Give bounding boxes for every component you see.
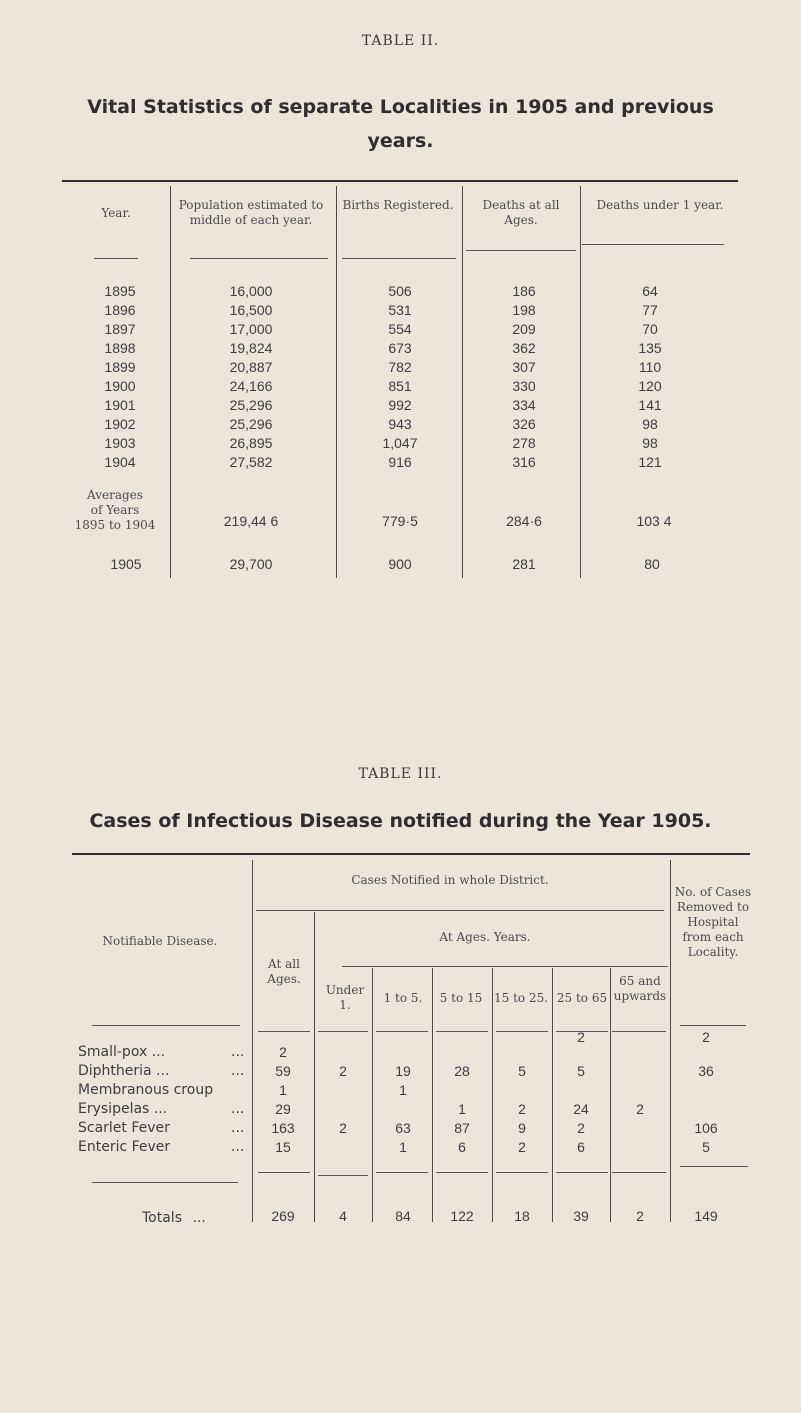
table2-cell-deaths-under: 70 (642, 321, 658, 337)
table3-cell-a5-15: 28 (454, 1063, 470, 1079)
table2-cell-births: 943 (388, 416, 412, 432)
rule (94, 258, 138, 259)
averages-births: 779·5 (382, 513, 418, 529)
table3-cell-all: 15 (275, 1139, 291, 1155)
table2-cell-births: 916 (388, 454, 412, 470)
table2-cell-year: 1900 (104, 378, 136, 394)
table2-cell-year: 1895 (104, 283, 136, 299)
table3-header-1to5: 1 to 5. (383, 991, 423, 1005)
table2-top-rule (62, 180, 738, 182)
rule (92, 1025, 240, 1026)
rule (318, 1031, 368, 1032)
table2-averages-label (56, 488, 174, 533)
current-births: 900 (388, 556, 412, 572)
table3-cell-a25-65: 2 (577, 1029, 585, 1045)
totals-removed: 149 (694, 1208, 718, 1224)
leader-dots: ... (231, 1139, 245, 1155)
table2-cell-population: 16,500 (229, 302, 273, 318)
table3-header-under1: Under 1. (325, 983, 365, 1012)
table3-cell-a25-65: 2 (577, 1120, 585, 1136)
rule (496, 1172, 548, 1173)
table2-cell-year: 1899 (104, 359, 136, 375)
table2-cell-deaths-all: 198 (512, 302, 536, 318)
table3-cell-a1-5: 1 (399, 1139, 407, 1155)
rule (376, 1172, 428, 1173)
disease-name: Membranous croup (78, 1082, 214, 1098)
current-year: 1905 (110, 556, 142, 572)
table2-cell-deaths-all: 307 (512, 359, 536, 375)
totals-25to65: 39 (573, 1208, 589, 1224)
table2-cell-year: 1902 (104, 416, 136, 432)
disease-label-cell (78, 1119, 254, 1138)
current-deaths-all: 281 (512, 556, 536, 572)
disease-name: Erysipelas ... (78, 1101, 168, 1117)
table3-cell-a1-5: 63 (395, 1120, 411, 1136)
totals-label: Totals (142, 1210, 182, 1226)
table2-cell-deaths-under: 77 (642, 302, 658, 318)
disease-label-cell (78, 1062, 254, 1081)
table3-cell-a15-25: 2 (518, 1139, 526, 1155)
table3-cell-all: 1 (279, 1082, 287, 1098)
table3-cell-a5-15: 6 (458, 1139, 466, 1155)
disease-name: Scarlet Fever (78, 1120, 170, 1136)
table2-header-population: Population estimated to middle of each year. (178, 198, 324, 227)
table2-cell-births: 554 (388, 321, 412, 337)
rule (556, 1172, 608, 1173)
rule (258, 1031, 310, 1032)
table2-cell-births: 851 (388, 378, 412, 394)
table2-cell-population: 19,824 (229, 340, 273, 356)
table2-cell-births: 1,047 (382, 435, 418, 451)
table2-cell-deaths-under: 121 (638, 454, 662, 470)
table2-cell-deaths-under: 120 (638, 378, 662, 394)
table2-cell-year: 1897 (104, 321, 136, 337)
disease-name: Enteric Fever (78, 1139, 171, 1155)
table2-cell-deaths-under: 64 (642, 283, 658, 299)
table2-cell-population: 27,582 (229, 454, 273, 470)
disease-name: Diphtheria ... (78, 1063, 170, 1079)
table2-cell-year: 1896 (104, 302, 136, 318)
table2-cell-population: 16,000 (229, 283, 273, 299)
totals-dots: ... (192, 1210, 206, 1226)
rule (436, 1172, 488, 1173)
table2-cell-deaths-under: 141 (638, 397, 662, 413)
table2-cell-deaths-all: 278 (512, 435, 536, 451)
table3-cell-a15-25: 9 (518, 1120, 526, 1136)
table3-top-rule (72, 853, 750, 855)
table3-title: Cases of Infectious Disease notified during the Year 1905. (89, 810, 712, 832)
table2-cell-births: 782 (388, 359, 412, 375)
table3-header-25to65: 25 to 65 (556, 991, 608, 1005)
table3-header-at-ages-years: At Ages. Years. (439, 930, 531, 944)
table2-cell-deaths-under: 135 (638, 340, 662, 356)
table3-cell-all: 59 (275, 1063, 291, 1079)
table3-cell-u1: 2 (339, 1120, 347, 1136)
table3-cell-removed: 5 (702, 1139, 710, 1155)
table2-cell-population: 17,000 (229, 321, 273, 337)
disease-label-cell (78, 1100, 254, 1119)
table2-cell-deaths-all: 362 (512, 340, 536, 356)
averages-deaths-all: 284·6 (506, 513, 542, 529)
table3-cell-all: 2 (279, 1044, 287, 1060)
rule (92, 1182, 238, 1183)
table2-cell-deaths-all: 330 (512, 378, 536, 394)
table2-cell-deaths-under: 98 (642, 435, 658, 451)
table2-vline-2 (336, 186, 337, 578)
table2-title-line2: years. (367, 130, 434, 152)
table2-cell-year: 1898 (104, 340, 136, 356)
totals-1to5: 84 (395, 1208, 411, 1224)
totals-all: 269 (271, 1208, 295, 1224)
table2-cell-year: 1903 (104, 435, 136, 451)
table2-header-deaths-under: Deaths under 1 year. (596, 198, 724, 212)
table3-cell-all: 29 (275, 1101, 291, 1117)
table2-vline-4 (580, 186, 581, 578)
rule (680, 1025, 746, 1026)
disease-label-cell (78, 1081, 254, 1100)
rule (612, 1172, 666, 1173)
leader-dots: ... (231, 1063, 245, 1079)
table3-header-removed: No. of Cases Removed to Hospital from each Locality. (674, 885, 752, 959)
rule (342, 966, 668, 967)
averages-population: 219,44 6 (223, 513, 279, 529)
current-deaths-under: 80 (644, 556, 660, 572)
disease-label-cell (78, 1043, 254, 1062)
table2-cell-deaths-under: 110 (638, 359, 662, 375)
table3-cell-a15-25: 5 (518, 1063, 526, 1079)
totals-15to25: 18 (514, 1208, 530, 1224)
table2-cell-deaths-all: 316 (512, 454, 536, 470)
table2-header-births: Births Registered. (342, 198, 454, 212)
table3-header-15to25: 15 to 25. (493, 991, 549, 1005)
totals-under1: 4 (339, 1208, 347, 1224)
rule (342, 258, 456, 259)
averages-deaths-under: 103 4 (636, 513, 672, 529)
rule (436, 1031, 488, 1032)
table3-cell-a5-15: 1 (458, 1101, 466, 1117)
table3-cell-a1-5: 1 (399, 1082, 407, 1098)
current-population: 29,700 (229, 556, 273, 572)
table2-cell-deaths-under: 98 (642, 416, 658, 432)
table2-cell-year: 1904 (104, 454, 136, 470)
table2-cell-births: 506 (388, 283, 412, 299)
table2-cell-population: 20,887 (229, 359, 273, 375)
table3-cell-u1: 2 (339, 1063, 347, 1079)
table3-cell-removed: 106 (694, 1120, 718, 1136)
rule (376, 1031, 428, 1032)
table2-cell-deaths-all: 209 (512, 321, 536, 337)
table3-header-at-all-ages: At all Ages. (267, 957, 301, 986)
totals-65up: 2 (636, 1208, 644, 1224)
table3-caption: TABLE III. (358, 766, 443, 782)
rule (190, 258, 328, 259)
leader-dots: ... (231, 1101, 245, 1117)
table3-cell-a25-65: 5 (577, 1063, 585, 1079)
table3-cell-a15-25: 2 (518, 1101, 526, 1117)
averages-label-line2: of Years (90, 503, 140, 517)
rule (582, 244, 724, 245)
table3-cell-removed: 36 (698, 1063, 714, 1079)
table2-cell-deaths-all: 334 (512, 397, 536, 413)
table3-cell-a65: 2 (636, 1101, 644, 1117)
table2-cell-deaths-all: 186 (512, 283, 536, 299)
disease-label-cell (78, 1138, 254, 1157)
leader-dots: ... (231, 1044, 245, 1060)
disease-name: Small-pox ... (78, 1044, 166, 1060)
table3-header-cases-notified: Cases Notified in whole District. (351, 873, 549, 887)
table2-cell-births: 992 (388, 397, 412, 413)
table2-cell-population: 25,296 (229, 397, 273, 413)
rule (680, 1166, 748, 1167)
rule (258, 1172, 310, 1173)
table2-cell-births: 531 (388, 302, 412, 318)
leader-dots: ... (231, 1120, 245, 1136)
table2-cell-year: 1901 (104, 397, 136, 413)
table2-vline-3 (462, 186, 463, 578)
rule (496, 1031, 548, 1032)
table3-cell-removed: 2 (702, 1029, 710, 1045)
table3-cell-a25-65: 24 (573, 1101, 589, 1117)
averages-label-line1: Averages (87, 488, 143, 502)
averages-label-line3: 1895 to 1904 (74, 518, 156, 532)
rule (612, 1031, 666, 1032)
totals-label-cell (142, 1209, 252, 1228)
rule (256, 910, 664, 911)
table3-cell-a25-65: 6 (577, 1139, 585, 1155)
table2-cell-population: 25,296 (229, 416, 273, 432)
totals-5to15: 122 (450, 1208, 474, 1224)
table2-title-line1: Vital Statistics of separate Localities in 1905 and previous (87, 96, 714, 118)
table3-header-5to15: 5 to 15 (439, 991, 483, 1005)
rule (466, 250, 576, 251)
table3-cell-all: 163 (271, 1120, 295, 1136)
table2-header-year: Year. (101, 206, 131, 220)
table3-header-disease: Notifiable Disease. (102, 934, 218, 948)
table3-cell-a1-5: 19 (395, 1063, 411, 1079)
table3-header-65up: 65 and upwards (613, 974, 667, 1003)
table2-cell-population: 24,166 (229, 378, 273, 394)
table2-cell-population: 26,895 (229, 435, 273, 451)
table3-cell-a5-15: 87 (454, 1120, 470, 1136)
table2-cell-births: 673 (388, 340, 412, 356)
table2-header-deaths-all: Deaths at all Ages. (482, 198, 560, 227)
table2-cell-deaths-all: 326 (512, 416, 536, 432)
table2-caption: TABLE II. (361, 33, 440, 49)
rule (318, 1175, 368, 1176)
